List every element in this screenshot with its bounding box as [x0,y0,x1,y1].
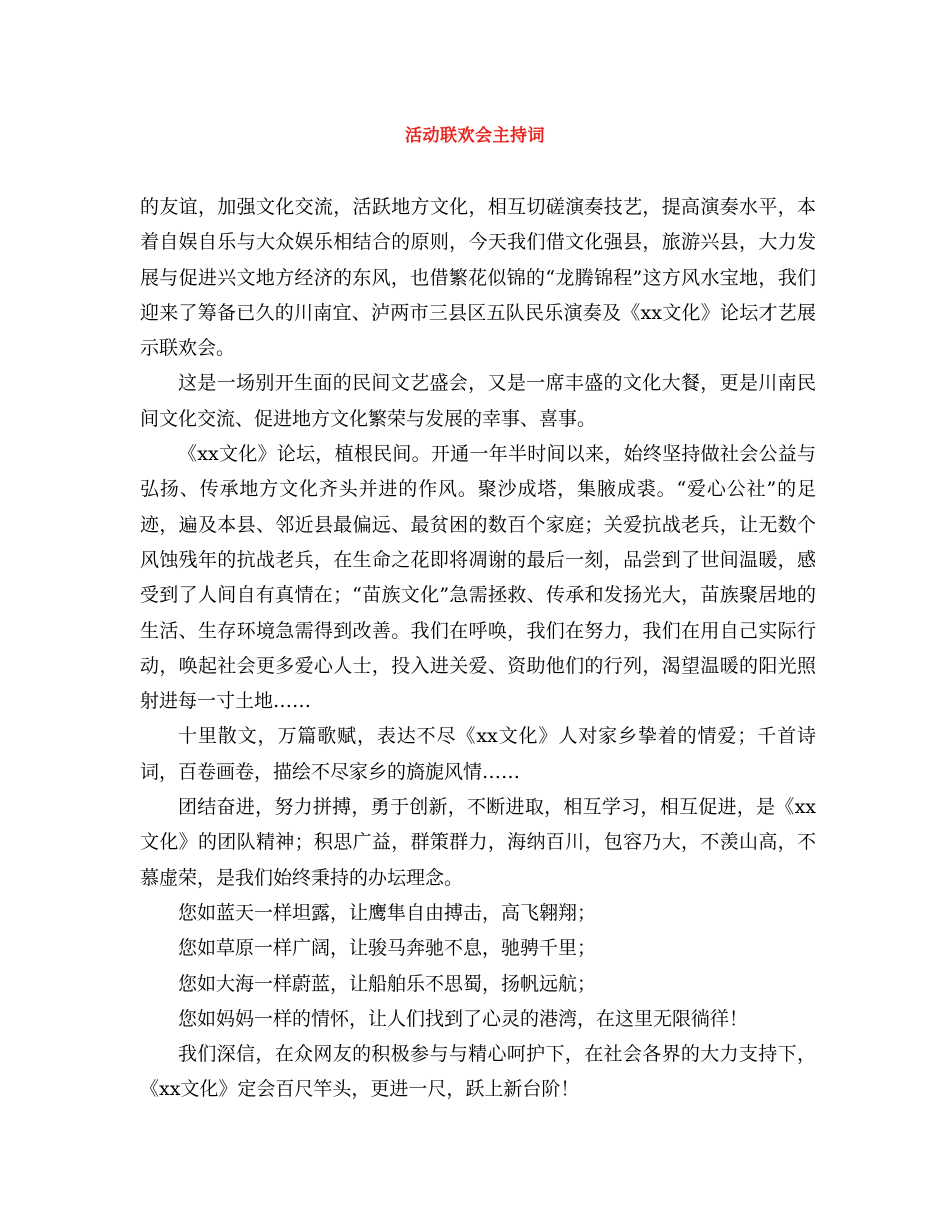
paragraph-1: 的友谊，加强文化交流，活跃地方文化，相互切磋演奏技艺，提高演奏水平，本着自娱自乐与大众娱乐相结合的原则，今天我们借文化强县，旅游兴县，大力发展与促进兴文地方经济的东风，也借繁花似锦的“龙腾锦程”这方风水宝地，我们迎来了筹备已久的川南宜、泸两市三县区五队民乐演奏及《xx文化》论坛才艺展示联欢会。 [140,196,816,360]
paragraph-7: 您如草原一样广阔，让骏马奔驰不息，驰骋千里； [178,937,597,960]
paragraph-3: 《xx文化》论坛，植根民间。开通一年半时间以来，始终坚持做社会公益与弘扬、传承地方文化齐头并进的作风。聚沙成塔，集腋成裘。“爱心公社”的足迹，遍及本县、邻近县最偏远、最贫困的数百个家庭；关爱抗战老兵，让无数个风蚀残年的抗战老兵，在生命之花即将凋谢的最后一刻，品尝到了世间温暖，感受到了人间自有真情在；“苗族文化”急需拯救、传承和发扬光大，苗族聚居地的生活、生存环境急需得到改善。我们在呼唤，我们在努力，我们在用自己实际行动，唤起社会更多爱心人士，投入进关爱、资助他们的行列，渴望温暖的阳光照射进每一寸土地…… [140,443,816,713]
document-title: 活动联欢会主持词 [405,126,545,146]
paragraph-2: 这是一场别开生面的民间文艺盛会，又是一席丰盛的文化大餐，更是川南民间文化交流、促进地方文化繁荣与发展的幸事、喜事。 [140,372,816,430]
paragraph-9: 您如妈妈一样的情怀，让人们找到了心灵的港湾，在这里无限徜徉！ [178,1007,749,1030]
document-body [140,190,816,1108]
paragraph-4: 十里散文，万篇歌赋，表达不尽《xx文化》人对家乡挚着的情爱；千首诗词，百卷画卷，描绘不尽家乡的旖旎风情…… [140,725,816,783]
paragraph-8: 您如大海一样蔚蓝，让船舶乐不思蜀，扬帆远航； [178,972,597,995]
paragraph-10: 我们深信，在众网友的积极参与与精心呵护下，在社会各界的大力支持下，《xx文化》定会百尺竿头，更进一尺，跃上新台阶！ [140,1043,816,1101]
paragraph-5: 团结奋进，努力拼搏，勇于创新，不断进取，相互学习，相互促进，是《xx文化》的团队精神；积思广益，群策群力，海纳百川，包容乃大，不羡山高，不慕虚荣，是我们始终秉持的办坛理念。 [140,796,816,889]
paragraph-6: 您如蓝天一样坦露，让鹰隼自由搏击，高飞翱翔； [178,901,597,924]
